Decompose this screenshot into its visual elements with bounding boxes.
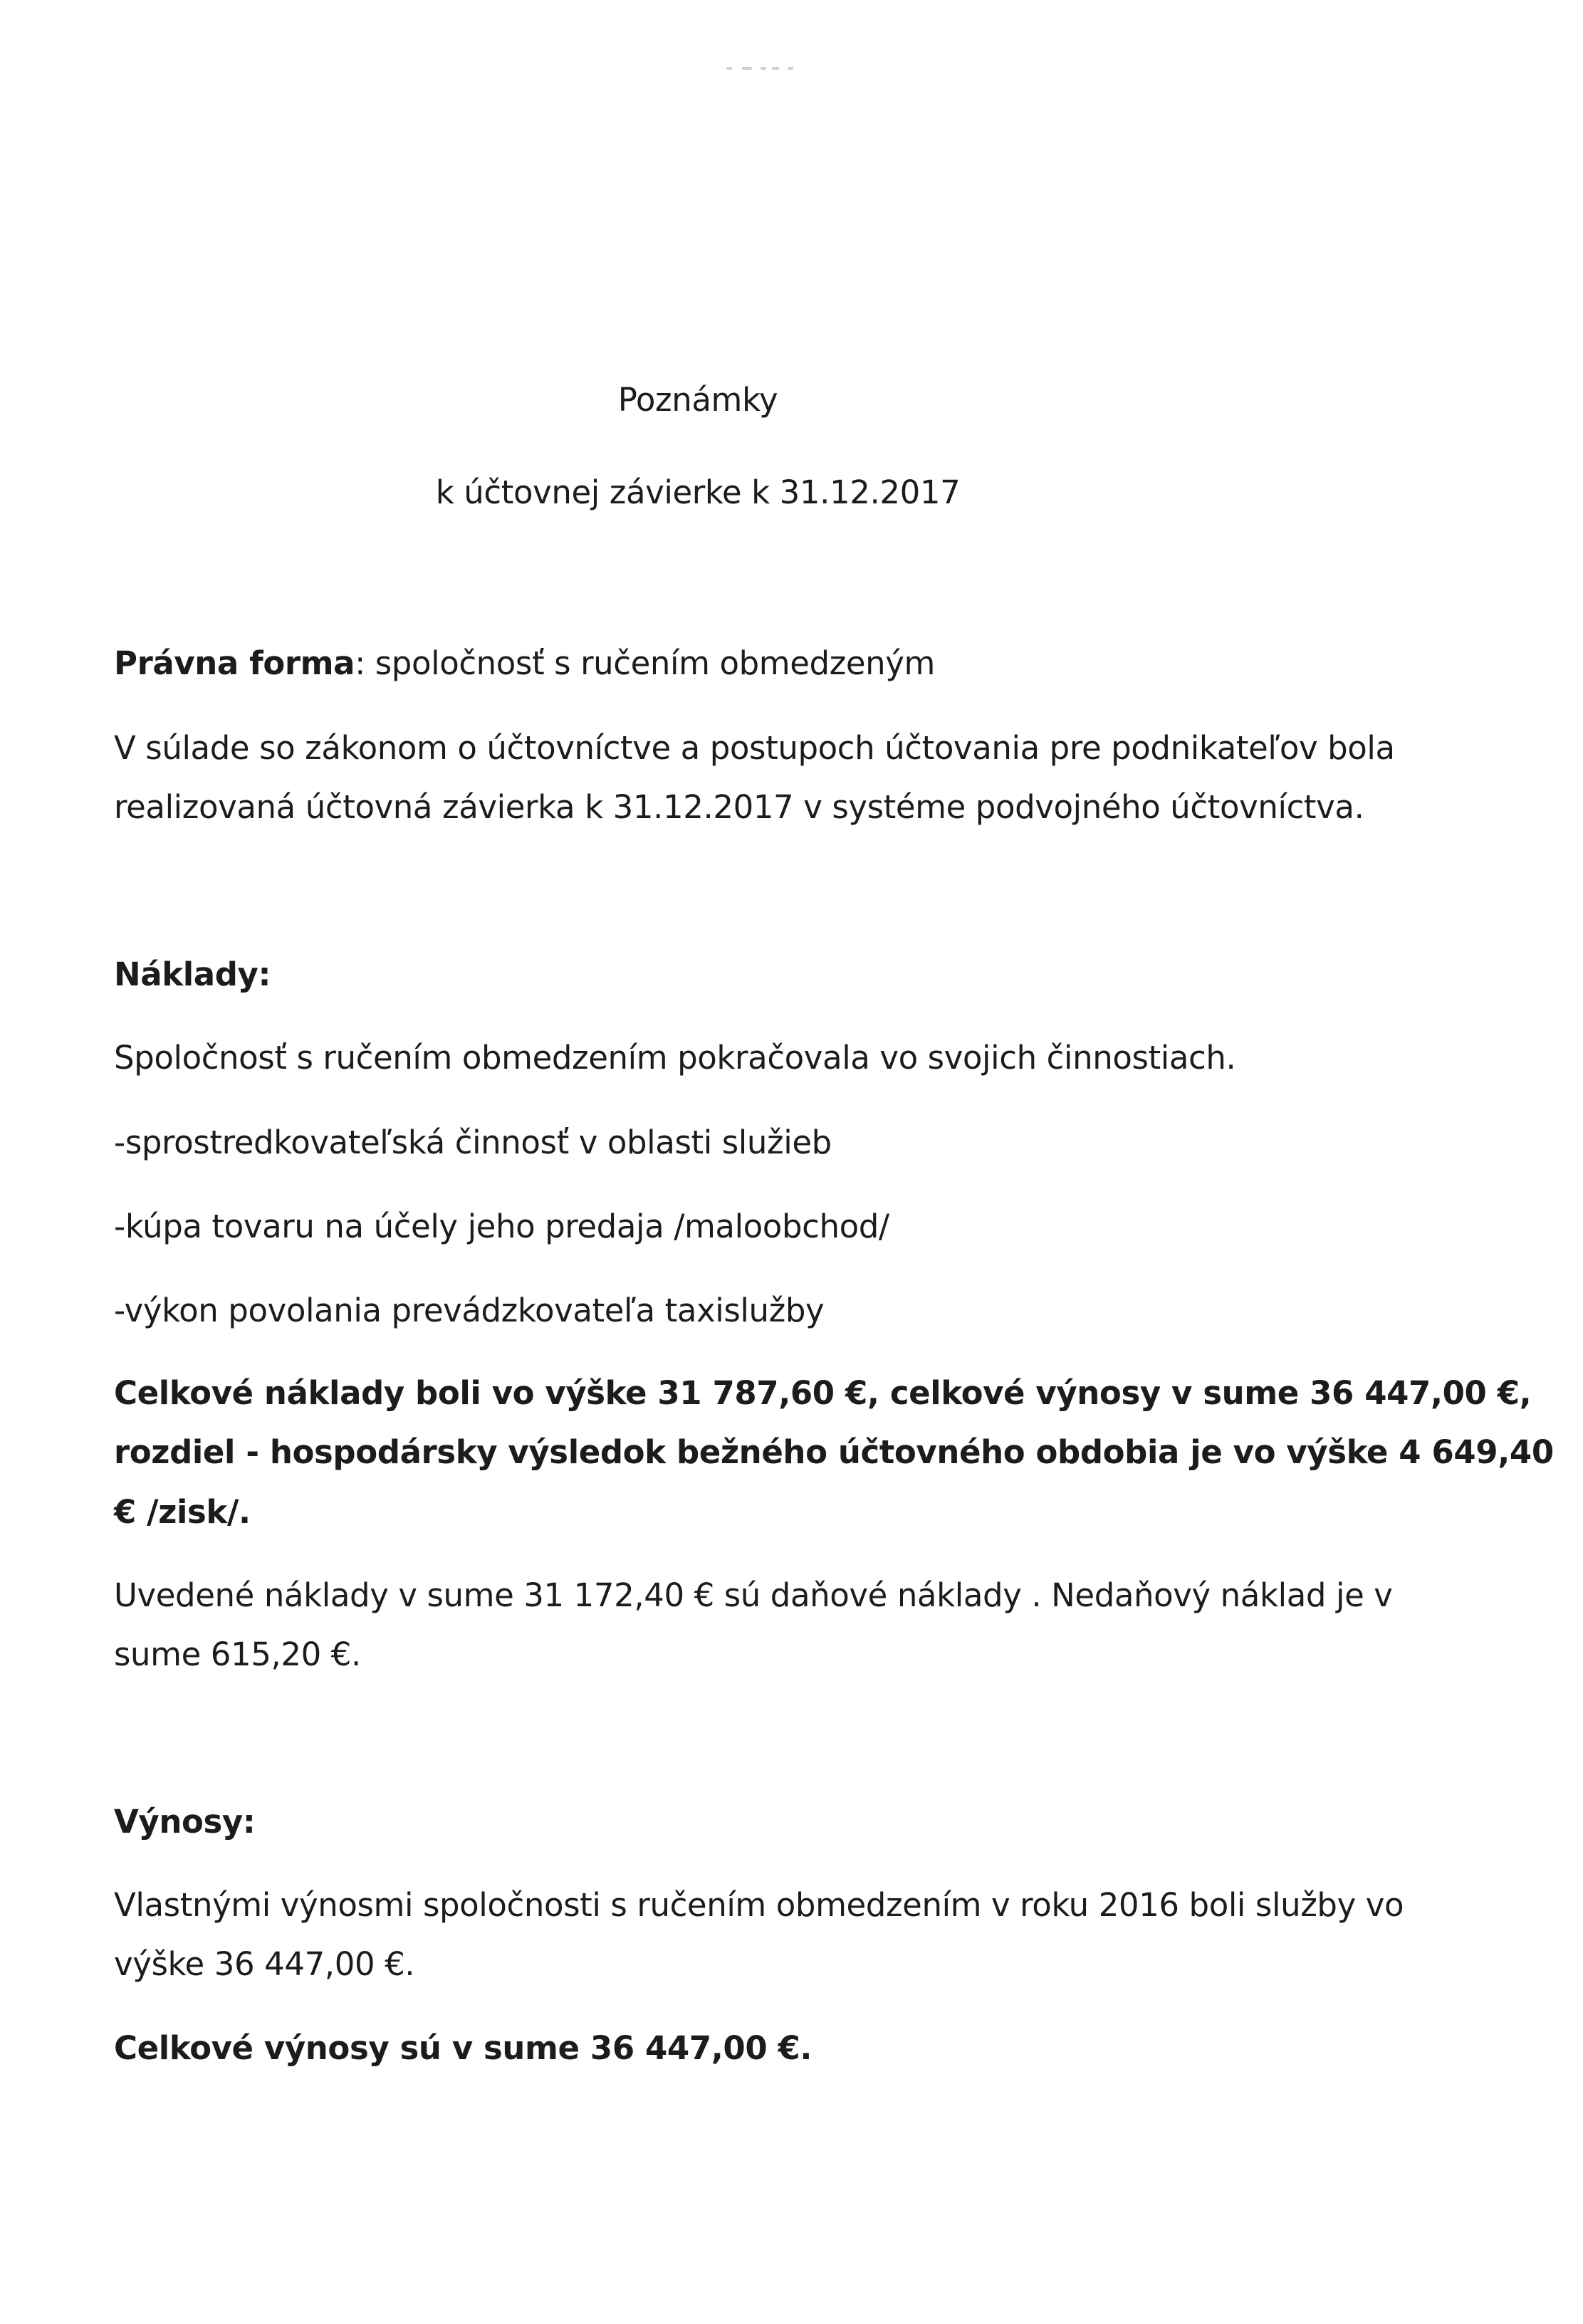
costs-summary-line: Celkové náklady boli vo výške 31 787,60 €, celkové výnosy v sume 36 447,00 €, [114, 1374, 1532, 1412]
activity-item: -výkon povolania prevádzkovateľa taxislužby [114, 1292, 825, 1329]
tax-costs-line: sume 615,20 €. [114, 1635, 361, 1673]
legal-form-label: Právna forma [114, 644, 355, 682]
revenues-total: Celkové výnosy sú v sume 36 447,00 €. [114, 2029, 813, 2067]
revenues-statement-line: Vlastnými výnosmi spoločnosti s ručením obmedzením v roku 2016 boli služby vo [114, 1886, 1404, 1924]
activity-item: -sprostredkovateľská činnosť v oblasti služieb [114, 1124, 832, 1161]
legal-form [114, 644, 935, 684]
scan-artifact [726, 63, 826, 74]
intro-line: realizovaná účtovná závierka k 31.12.2017 v systéme podvojného účtovníctva. [114, 788, 1364, 826]
document-title: Poznámky [617, 381, 778, 419]
activity-item: -kúpa tovaru na účely jeho predaja /maloobchod/ [114, 1208, 889, 1245]
costs-summary-line: € /zisk/. [114, 1493, 251, 1531]
costs-summary-line: rozdiel - hospodársky výsledok bežného účtovného obdobia je vo výške 4 649,40 [114, 1433, 1554, 1471]
revenues-statement-line: výške 36 447,00 €. [114, 1945, 415, 1983]
costs-statement: Spoločnosť s ručením obmedzením pokračovala vo svojich činnostiach. [114, 1039, 1236, 1077]
tax-costs-line: Uvedené náklady v sume 31 172,40 € sú daňové náklady . Nedaňový náklad je v [114, 1576, 1393, 1614]
document-subtitle: k účtovnej závierke k 31.12.2017 [435, 473, 961, 511]
revenues-heading: Výnosy: [114, 1803, 256, 1841]
costs-heading: Náklady: [114, 956, 271, 993]
legal-form-value: : spoločnosť s ručením obmedzeným [355, 644, 935, 682]
intro-line: V súlade so zákonom o účtovníctve a postupoch účtovania pre podnikateľov bola [114, 729, 1395, 767]
